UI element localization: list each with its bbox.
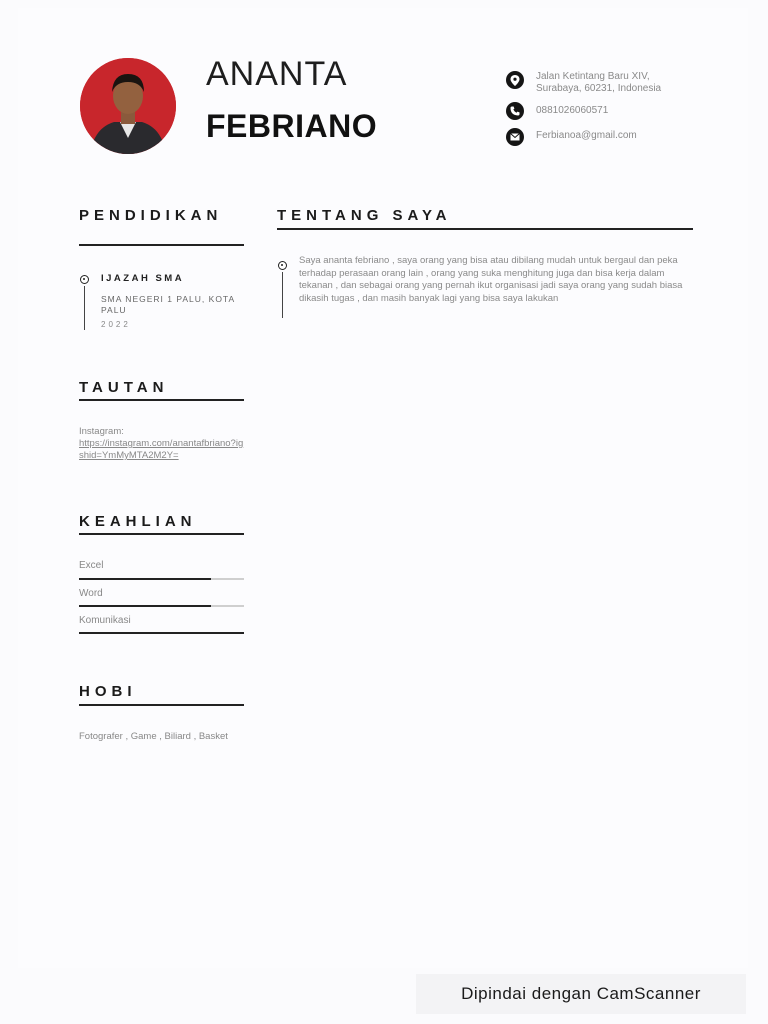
profile-photo <box>80 58 176 154</box>
skills-rule <box>79 533 244 535</box>
about-timeline-dot <box>278 261 287 270</box>
skill-bar-komunikasi <box>79 632 244 634</box>
skill-label-word: Word <box>79 588 103 599</box>
camscanner-tag: Dipindai dengan CamScanner <box>416 974 746 1014</box>
hobbies-title: HOBI <box>79 683 137 700</box>
about-text: Saya ananta febriano , saya orang yang bisa atau dibilang mudah untuk bergaul dan peka terhadap perasaan orang lain , orang yang suka menghitung juga dan bisa kerja dalam tekanan , dan sebagai orang yang pernah ikut organisasi jadi saya orang yang sudah biasa dikasih tugas , dan masih banyak lagi yang bisa saya lakukan <box>299 255 683 304</box>
about-timeline-line <box>282 272 283 318</box>
first-name: ANANTA <box>206 55 348 93</box>
location-pin-icon <box>506 71 524 89</box>
hobbies-text: Fotografer , Game , Biliard , Basket <box>79 731 228 742</box>
profile-photo-image <box>80 58 176 154</box>
education-title: PENDIDIKAN <box>79 207 223 224</box>
skill-label-excel: Excel <box>79 560 104 571</box>
email-text: Ferbianoa@gmail.com <box>536 130 637 141</box>
skill-fill <box>79 578 211 580</box>
about-rule <box>277 228 693 230</box>
skill-bar-excel <box>79 578 244 580</box>
education-year: 2022 <box>101 320 131 329</box>
hobbies-rule <box>79 704 244 706</box>
links-title: TAUTAN <box>79 379 169 396</box>
contact-email <box>506 128 696 146</box>
contact-address <box>506 71 696 95</box>
education-school: SMA NEGERI 1 PALU, KOTA PALU <box>101 294 235 315</box>
instagram-label: Instagram: <box>79 426 124 437</box>
skill-label-komunikasi: Komunikasi <box>79 615 131 626</box>
links-rule <box>79 399 244 401</box>
education-timeline-line <box>84 286 85 330</box>
skill-fill <box>79 632 244 634</box>
phone-icon <box>506 102 524 120</box>
education-rule <box>79 244 244 246</box>
skills-title: KEAHLIAN <box>79 513 197 530</box>
about-title: TENTANG SAYA <box>277 207 452 224</box>
skill-bar-word <box>79 605 244 607</box>
education-timeline-dot <box>80 275 89 284</box>
envelope-icon <box>506 128 524 146</box>
instagram-link[interactable]: https://instagram.com/anantafbriano?igshid=YmMyMTA2M2Y= <box>79 438 244 461</box>
education-degree: IJAZAH SMA <box>101 273 185 284</box>
address-text: Jalan Ketintang Baru XIV, Surabaya, 60231, Indonesia <box>536 71 662 94</box>
skill-fill <box>79 605 211 607</box>
last-name: FEBRIANO <box>206 108 378 144</box>
contact-phone <box>506 102 696 120</box>
phone-text: 0881026060571 <box>536 105 609 116</box>
